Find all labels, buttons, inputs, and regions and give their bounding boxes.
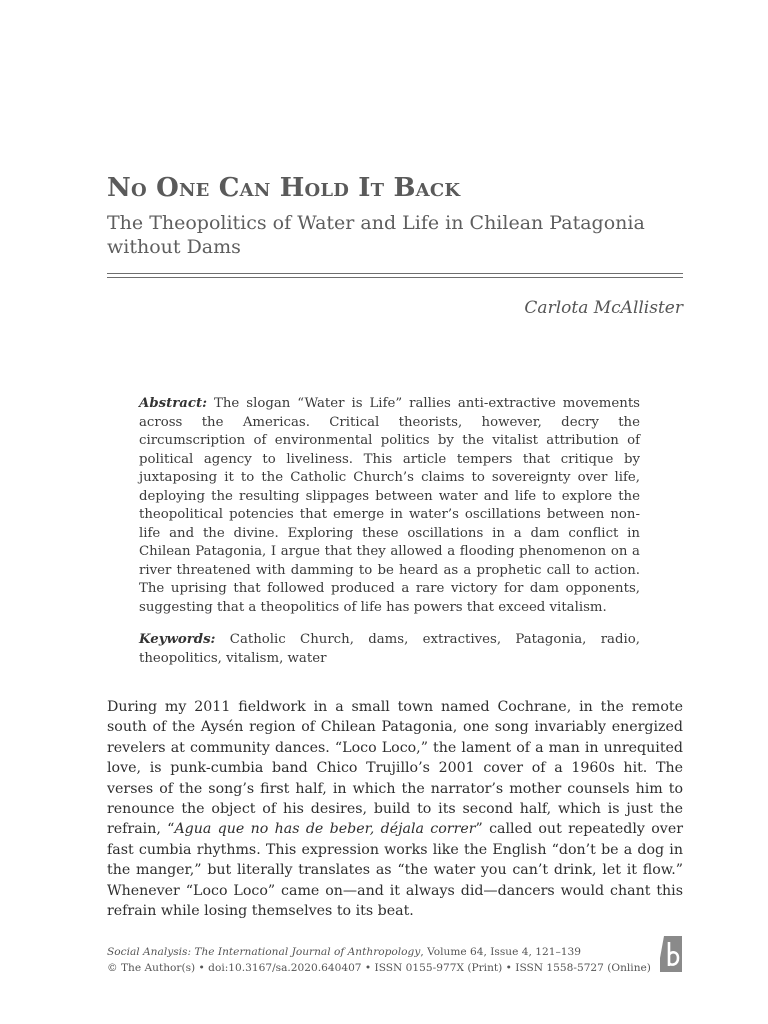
keywords-label: Keywords: — [139, 632, 216, 647]
title-rule-bottom — [107, 277, 683, 278]
abstract — [139, 395, 640, 617]
keywords — [139, 631, 640, 668]
body-paragraph — [107, 697, 683, 921]
article-subtitle: The Theopolitics of Water and Life in Chilean Patagonia without Dams — [107, 212, 645, 258]
body-text-part1: During my 2011 fieldwork in a small town named Cochrane, in the remote south of the Aysén region of Chilean Patagonia, one song invariably energized revelers at community dances. “Loco Loco,” the lament of a man in unrequited love, is punk-cumbia band Chico Trujillo’s 2001 cover of a 1960s hit. The verses of the song’s first half, in which the narrator’s mother counsels him to renounce the object of his desires, build to its second half, which is just the refrain, “ — [107, 699, 683, 838]
title-rule-top — [107, 273, 683, 274]
page-footer — [107, 944, 652, 976]
journal-issue: , Volume 64, Issue 4, 121–139 — [420, 946, 581, 958]
publisher-logo-icon — [660, 936, 682, 972]
author-name: Carlota McAllister — [524, 298, 683, 318]
footer-doi-line: © The Author(s) • doi:10.3167/sa.2020.640407 • ISSN 0155-977X (Print) • ISSN 1558-5727 (Online) — [107, 962, 651, 974]
footer-citation — [107, 944, 652, 960]
article-title: No One Can Hold It Back — [107, 173, 461, 203]
body-text-italic: Agua que no has de beber, déjala correr — [174, 821, 476, 838]
keywords-text: Catholic Church, dams, extractives, Patagonia, radio, theopolitics, vitalism, water — [139, 632, 640, 666]
abstract-text: The slogan “Water is Life” rallies anti-extractive movements across the Americas. Critical theorists, however, decry the circumscription of environmental politics by the vitalist attribution of political agency to liveliness. This article tempers that critique by juxtaposing it to the Catholic Church’s claims to sovereignty over life, deploying the resulting slippages between water and life to explore the theopolitical potencies that emerge in water’s oscillations between non-life and the divine. Exploring these oscillations in a dam conflict in Chilean Patagonia, I argue that they allowed a flooding phenomenon on a river threatened with damming to be heard as a prophetic call to action. The uprising that followed produced a rare victory for dam opponents, suggesting that a theopolitics of life has powers that exceed vitalism. — [139, 396, 640, 615]
abstract-label: Abstract: — [139, 396, 208, 411]
body-text-part2: ” called out repeatedly over fast cumbia rhythms. This expression works like the English “don’t be a dog in the manger,” but literally translates as “the water you can’t drink, let it flow.” Whenever “Loco Loco” came on—and it always did—dancers would chant this refrain while losing themselves to its beat. — [107, 821, 683, 920]
journal-name: Social Analysis: The International Journal of Anthropology — [107, 946, 421, 958]
